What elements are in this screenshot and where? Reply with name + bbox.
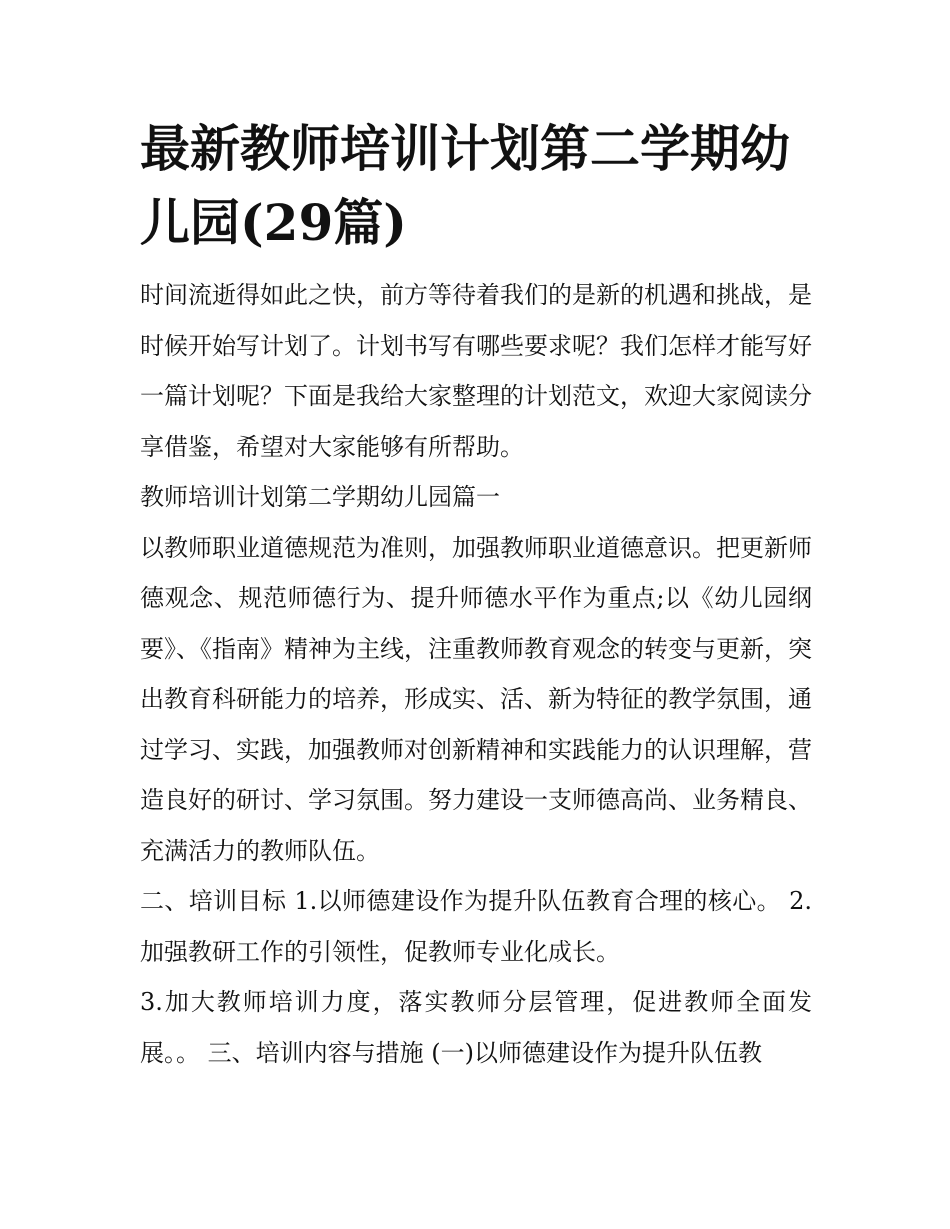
body-paragraph: 以教师职业道德规范为准则，加强教师职业道德意识。把更新师德观念、规范师德行为、提升师德水平作为重点;以《幼儿园纲要》、《指南》精神为主线，注重教师教育观念的转变与更新，突出教育科研能力的培养，形成实、活、新为特征的教学氛围，通过学习、实践，加强教师对创新精神和实践能力的认识理解，营造良好的研讨、学习氛围。努力建设一支师德高尚、业务精良、充满活力的教师队伍。 bbox=[140, 533, 812, 865]
body-paragraph: 二、培训目标 1.以师德建设作为提升队伍教育合理的核心。 2.加强教研工作的引领性，促教师专业化成长。 bbox=[140, 887, 812, 966]
document-title: 最新教师培训计划第二学期幼儿园(29篇) bbox=[140, 119, 790, 252]
body-paragraph: 3.加大教师培训力度，落实教师分层管理，促进教师全面发展。。 三、培训内容与措施 (一)以师德建设作为提升队伍教 bbox=[140, 988, 812, 1067]
section-heading: 教师培训计划第二学期幼儿园篇一 bbox=[140, 483, 500, 511]
intro-paragraph: 时间流逝得如此之快，前方等待着我们的是新的机遇和挑战，是时候开始写计划了。计划书写有哪些要求呢？我们怎样才能写好一篇计划呢？下面是我给大家整理的计划范文，欢迎大家阅读分享借鉴，希望对大家能够有所帮助。 bbox=[140, 281, 812, 461]
document-page bbox=[140, 112, 812, 1078]
